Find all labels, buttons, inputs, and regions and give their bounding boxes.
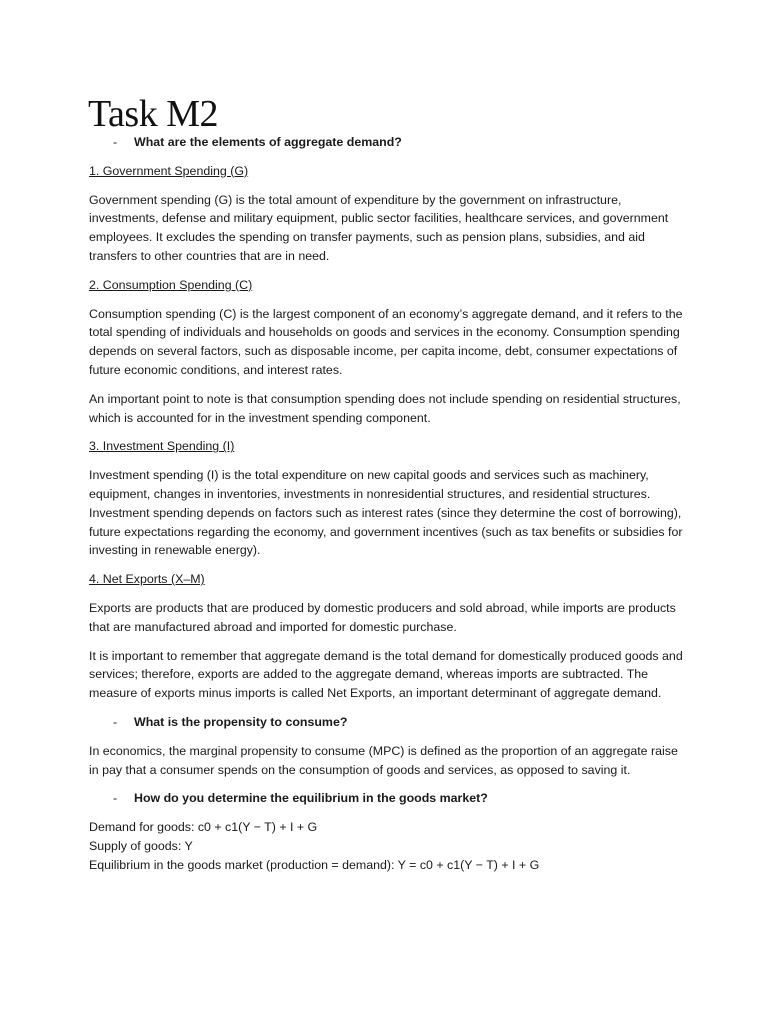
paragraph: In economics, the marginal propensity to consume (MPC) is defined as the proportion of an aggregate raise in pay that a consumer spends on the consumption of goods and services, as opposed to saving it. bbox=[89, 743, 678, 777]
paragraph: Investment spending (I) is the total expenditure on new capital goods and services such as machinery, equipment, changes in inventories, investments in nonresidential structures, and residential structures. Investment spending depends on factors such as interest rates (since they determine the cost of borrowing), future expectations regarding the economy, and government incentives (such as tax benefits or subsidies for investing in renewable energy). bbox=[89, 468, 683, 558]
question-text: How do you determine the equilibrium in the goods market? bbox=[134, 791, 488, 806]
paragraph: An important point to note is that consumption spending does not include spending on residential structures, which is accounted for in the investment spending component. bbox=[89, 391, 681, 425]
question-bullet bbox=[89, 713, 689, 732]
paragraph: Exports are products that are produced by domestic producers and sold abroad, while imports are products that are manufactured abroad and imported for domestic purchase. bbox=[89, 600, 676, 634]
question-text: What is the propensity to consume? bbox=[134, 714, 348, 729]
bullet-dash: - bbox=[113, 135, 118, 149]
paragraph: Government spending (G) is the total amount of expenditure by the government on infrastructure, investments, defense and military equipment, public sector facilities, healthcare services, and government employees. It excludes the spending on transfer payments, such as pension plans, subsidies, and aid transfers to other countries that are in need. bbox=[89, 192, 669, 263]
document-body bbox=[89, 133, 689, 875]
bullet-dash: - bbox=[113, 791, 118, 806]
bullet-dash: - bbox=[113, 714, 118, 729]
question-bullet bbox=[89, 789, 689, 808]
question-bullet bbox=[89, 133, 689, 152]
equation-line: Equilibrium in the goods market (production = demand): Y = c0 + c1(Y − T) + I + G bbox=[89, 857, 540, 872]
paragraph: It is important to remember that aggregate demand is the total demand for domestically produced goods and services; therefore, exports are added to the aggregate demand, whereas imports are subtracted. The measure of exports minus imports is called Net Exports, an important determinant of aggregate demand. bbox=[89, 648, 683, 701]
equation-line: Supply of goods: Y bbox=[89, 838, 193, 853]
question-text: What are the elements of aggregate demand? bbox=[134, 135, 402, 149]
equation-line: Demand for goods: c0 + c1(Y − T) + I + G bbox=[89, 820, 318, 835]
page-title: Task M2 bbox=[88, 93, 219, 135]
section-heading: 1. Government Spending (G) bbox=[89, 163, 249, 178]
section-heading: 4. Net Exports (X–M) bbox=[89, 572, 205, 587]
section-heading: 3. Investment Spending (I) bbox=[89, 439, 235, 454]
section-heading: 2. Consumption Spending (C) bbox=[89, 277, 253, 292]
paragraph: Consumption spending (C) is the largest component of an economy’s aggregate demand, and it refers to the total spending of individuals and households on goods and services in the economy. Consumption spending depends on several factors, such as disposable income, per capita income, debt, consumer expectations of future economic conditions, and interest rates. bbox=[89, 306, 683, 377]
